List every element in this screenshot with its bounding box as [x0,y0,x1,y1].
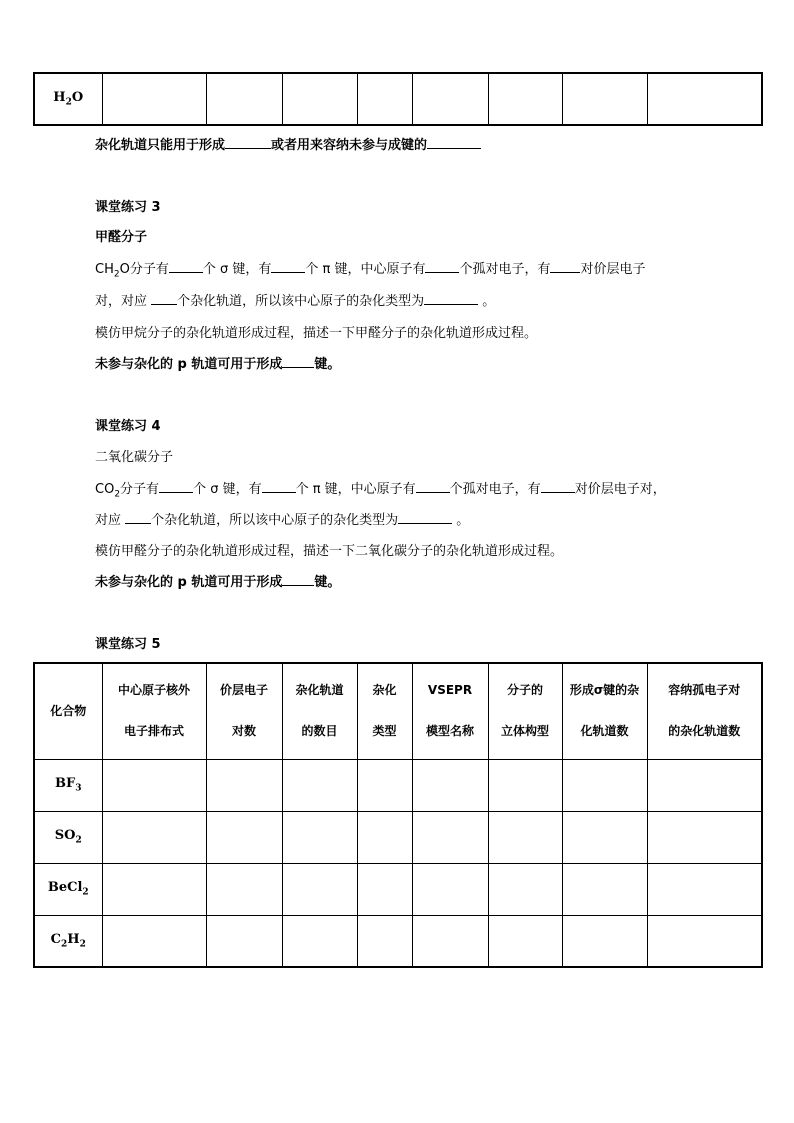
exercise-3-subtitle: 甲醛分子 [95,230,148,245]
hybrid-orbital-note: 杂化轨道只能用于形成 或者用来容纳未参与成键的 [95,134,481,153]
blank[interactable] [125,512,151,524]
answer-cell[interactable] [282,73,357,125]
h2o-table [33,72,763,126]
compound-cell: BeCl$_2$ [34,863,102,915]
header-row [34,663,762,759]
exercise-3-line-2: 对，对应 个杂化轨道，所以该中心原子的杂化类型为 。 [95,294,496,309]
answer-cell[interactable] [488,863,562,915]
header-electron-config: 中心原子核外 电子排布式 [102,663,206,759]
answer-cell[interactable] [647,73,762,125]
answer-cell[interactable] [488,811,562,863]
exercise-4-line-1: $CO_2$分子有 个 σ 键，有 个 π 键，中心原子有 个孤对电子，有 对价层电子对， [95,482,666,500]
exercise-3-line-1: $CH_2O$分子有 个 σ 键，有 个 π 键，中心原子有 个孤对电子，有 对价层电子 [95,262,646,280]
answer-cell[interactable] [206,811,282,863]
answer-cell[interactable] [102,811,206,863]
blank[interactable] [169,261,203,273]
blank[interactable] [151,293,177,305]
header-vsepr-model: VSEPR 模型名称 [412,663,488,759]
answer-cell[interactable] [647,915,762,967]
answer-cell[interactable] [562,915,647,967]
answer-cell[interactable] [206,863,282,915]
answer-cell[interactable] [562,73,647,125]
compound-cell: $H_2O$ [34,73,102,125]
blank[interactable] [416,481,450,493]
answer-cell[interactable] [488,73,562,125]
blank[interactable] [271,261,305,273]
exercise-4-title: 课堂练习 4 [95,419,161,434]
answer-cell[interactable] [282,811,357,863]
table-row [34,811,762,863]
answer-cell[interactable] [647,811,762,863]
header-molecular-geometry: 分子的 立体构型 [488,663,562,759]
answer-cell[interactable] [357,811,412,863]
blank[interactable] [262,481,296,493]
compound-cell: $BF_3$ [34,759,102,811]
table-row [34,759,762,811]
answer-cell[interactable] [102,73,206,125]
answer-cell[interactable] [412,73,488,125]
blank[interactable] [225,137,271,149]
header-lone-pair-orbitals: 容纳孤电子对 的杂化轨道数 [647,663,762,759]
blank[interactable] [424,293,478,305]
answer-cell[interactable] [102,915,206,967]
blank[interactable] [282,574,314,586]
blank[interactable] [541,481,575,493]
answer-cell[interactable] [357,759,412,811]
blank[interactable] [282,356,314,368]
header-compound: 化合物 [34,663,102,759]
compound-cell: $SO_2$ [34,811,102,863]
answer-cell[interactable] [206,759,282,811]
exercise-4-line-2: 对应 个杂化轨道，所以该中心原子的杂化类型为 。 [95,513,470,528]
answer-cell[interactable] [562,811,647,863]
exercise-4-subtitle: 二氧化碳分子 [95,450,174,465]
answer-cell[interactable] [282,915,357,967]
answer-cell[interactable] [562,863,647,915]
answer-cell[interactable] [412,863,488,915]
header-hybrid-type: 杂化 类型 [357,663,412,759]
exercise-3-line-3: 模仿甲烷分子的杂化轨道形成过程，描述一下甲醛分子的杂化轨道形成过程。 [95,326,538,341]
table-row [34,915,762,967]
exercise-3-line-4: 未参与杂化的 p 轨道可用于形成 键。 [95,357,341,372]
blank[interactable] [398,512,452,524]
answer-cell[interactable] [282,863,357,915]
exercise-4-line-4: 未参与杂化的 p 轨道可用于形成 键。 [95,575,341,590]
compound-cell: $C_2H_2$ [34,915,102,967]
answer-cell[interactable] [357,73,412,125]
answer-cell[interactable] [412,915,488,967]
blank[interactable] [425,261,459,273]
table-row [34,863,762,915]
table-row [34,73,762,125]
answer-cell[interactable] [647,759,762,811]
answer-cell[interactable] [357,863,412,915]
exercise-3-title: 课堂练习 3 [95,200,161,215]
header-sigma-orbitals: 形成σ键的杂 化轨道数 [562,663,647,759]
answer-cell[interactable] [412,811,488,863]
answer-cell[interactable] [102,863,206,915]
answer-cell[interactable] [488,759,562,811]
answer-cell[interactable] [647,863,762,915]
blank[interactable] [159,481,193,493]
answer-cell[interactable] [357,915,412,967]
blank[interactable] [550,261,580,273]
exercise-4-line-3: 模仿甲醛分子的杂化轨道形成过程，描述一下二氧化碳分子的杂化轨道形成过程。 [95,544,564,559]
answer-cell[interactable] [282,759,357,811]
answer-cell[interactable] [206,73,282,125]
answer-cell[interactable] [102,759,206,811]
exercise-5-title: 课堂练习 5 [95,637,161,652]
answer-cell[interactable] [206,915,282,967]
header-hybrid-orbital-count: 杂化轨道 的数目 [282,663,357,759]
answer-cell[interactable] [488,915,562,967]
header-valence-pairs: 价层电子 对数 [206,663,282,759]
hybridization-table [33,662,763,968]
answer-cell[interactable] [412,759,488,811]
answer-cell[interactable] [562,759,647,811]
blank[interactable] [427,137,481,149]
